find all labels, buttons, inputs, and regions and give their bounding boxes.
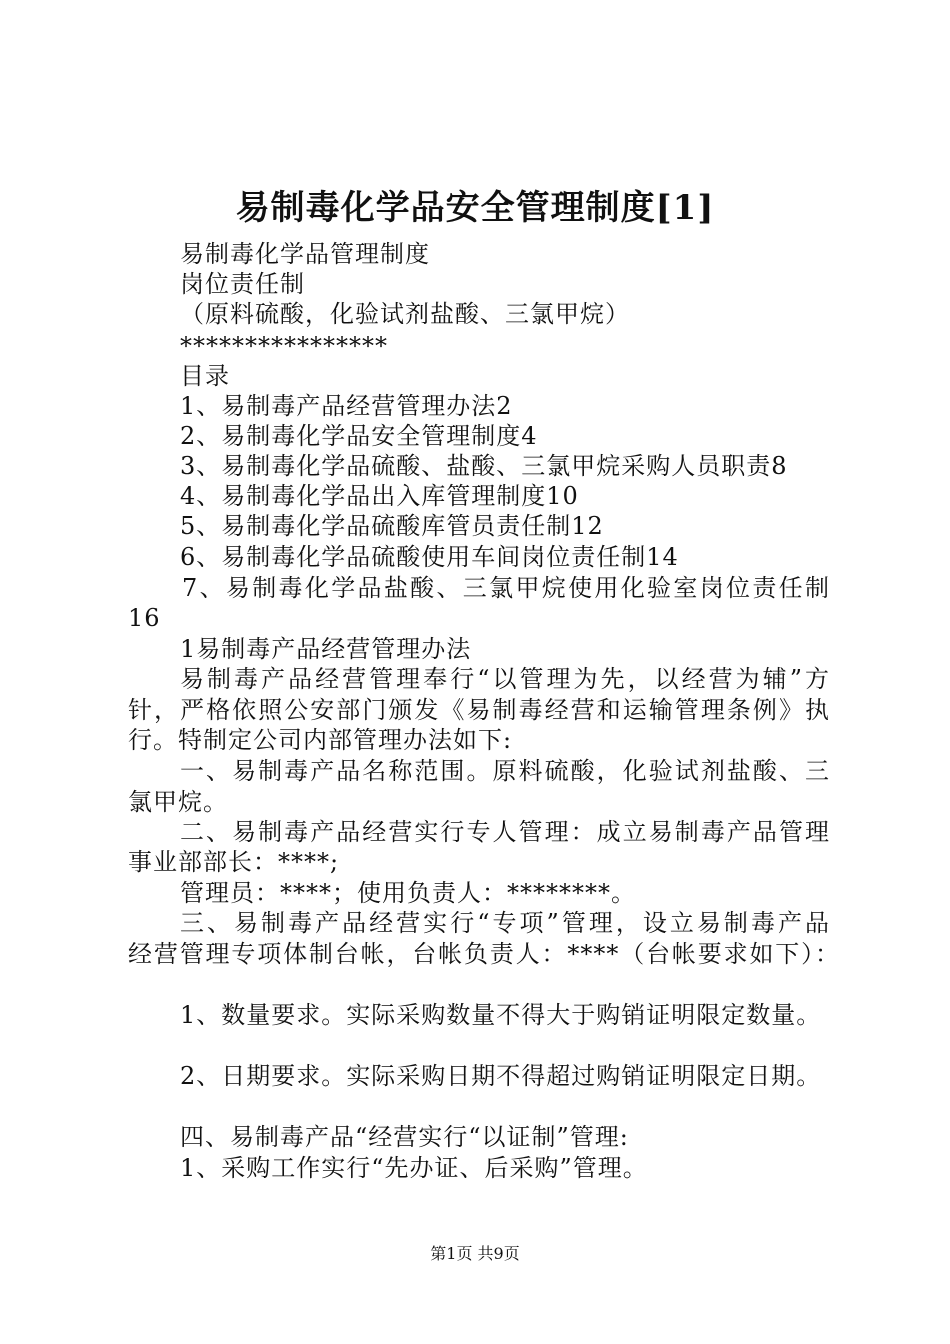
body-paragraph-line: 二、易制毒产品经营实行专人管理：成立易制毒产品管理 [180, 818, 830, 846]
toc-item-page: 16 [128, 604, 161, 632]
toc-item: 3、易制毒化学品硫酸、盐酸、三氯甲烷采购人员职责8 [180, 452, 788, 480]
subtitle-line: （原料硫酸，化验试剂盐酸、三氯甲烷） [180, 300, 630, 328]
page-footer: 第1页 共9页 [430, 1244, 520, 1263]
body-paragraph-line: 2、日期要求。实际采购日期不得超过购销证明限定日期。 [180, 1062, 822, 1090]
toc-item: 5、易制毒化学品硫酸库管员责任制12 [180, 512, 604, 540]
document-title: 易制毒化学品安全管理制度[1] [235, 188, 715, 228]
body-paragraph-line: 四、易制毒产品“经营实行“以证制”管理: [180, 1123, 629, 1151]
toc-item: 1、易制毒产品经营管理办法2 [180, 392, 513, 420]
body-paragraph-line: 三、易制毒产品经营实行“专项”管理，设立易制毒产品 [180, 909, 830, 937]
body-paragraph-line: 行。特制定公司内部管理办法如下: [128, 726, 513, 754]
body-paragraph-line: 管理员：****；使用负责人：********。 [180, 879, 636, 907]
subtitle-line: 易制毒化学品管理制度 [180, 240, 430, 268]
toc-heading: 目录 [180, 362, 230, 390]
toc-item: 7、易制毒化学品盐酸、三氯甲烷使用化验室岗位责任制 [182, 574, 830, 602]
body-paragraph-line: 针，严格依照公安部门颁发《易制毒经营和运输管理条例》执 [128, 696, 830, 724]
body-paragraph-line: 1、数量要求。实际采购数量不得大于购销证明限定数量。 [180, 1001, 822, 1029]
body-paragraph-line: 经营管理专项体制台帐，台帐负责人：****（台帐要求如下）： [128, 940, 840, 968]
body-paragraph-line: 事业部部长：****; [128, 848, 340, 876]
toc-item: 4、易制毒化学品出入库管理制度10 [180, 482, 579, 510]
section-title: 1易制毒产品经营管理办法 [180, 635, 472, 663]
body-paragraph-line: 易制毒产品经营管理奉行“以管理为先，以经营为辅”方 [180, 665, 830, 693]
body-paragraph-line: 氯甲烷。 [128, 788, 228, 816]
separator-stars: **************** [180, 332, 388, 360]
toc-item: 6、易制毒化学品硫酸使用车间岗位责任制14 [180, 543, 679, 571]
body-paragraph-line: 一、易制毒产品名称范围。原料硫酸，化验试剂盐酸、三 [180, 757, 830, 785]
toc-item: 2、易制毒化学品安全管理制度4 [180, 422, 538, 450]
subtitle-line: 岗位责任制 [180, 270, 305, 298]
body-paragraph-line: 1、采购工作实行“先办证、后采购”管理。 [180, 1154, 648, 1182]
